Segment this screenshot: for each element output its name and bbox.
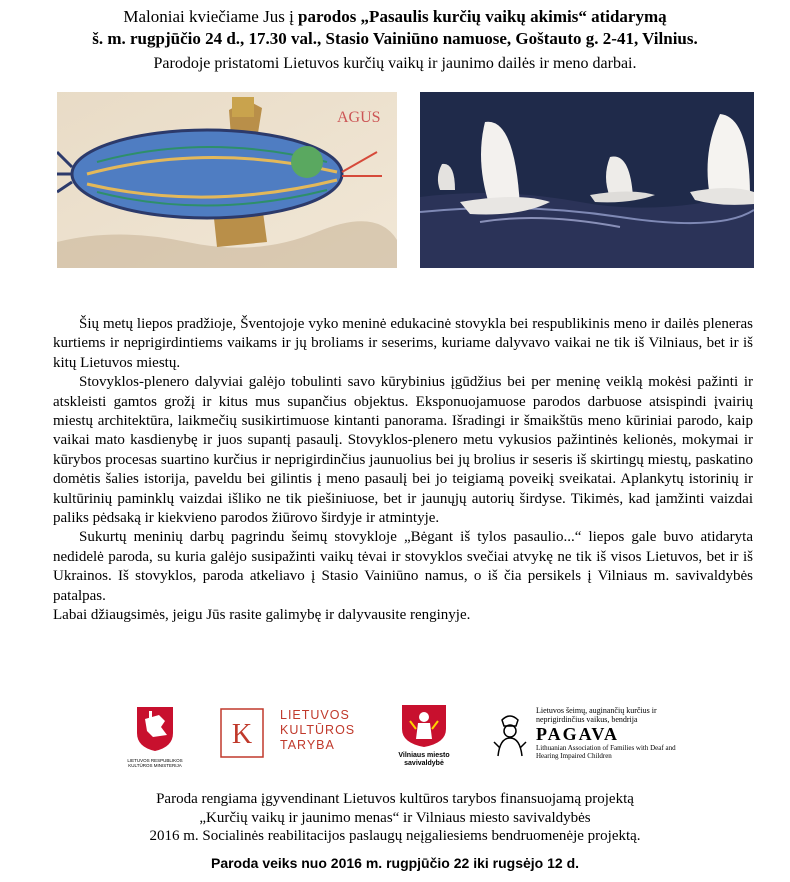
paragraph-4: Labai džiaugsimės, jeigu Jūs rasite galimybę ir dalyvausite renginyje.: [53, 607, 471, 624]
vilnius-caption: Vilniaus miesto savivaldybė: [398, 752, 450, 767]
child-painting-sailboats: [420, 92, 754, 268]
child-drawing-airship: [57, 92, 397, 268]
pagava-name: PAGAVA: [536, 724, 620, 744]
pagava-description-en: Lithuanian Association of Families with Deaf and Hearing Impaired Children: [536, 744, 676, 760]
pagava-description-lt: Lietuvos šeimų, auginančių kurčius ir neprigirdinčius vaikus, bendrija: [536, 706, 657, 724]
ministry-logo: [115, 705, 195, 768]
body-text: [53, 315, 753, 626]
exhibition-title: parodos „Pasaulis kurčių vaikų akimis“ atidarymą: [298, 7, 667, 26]
invitation-line-1: Maloniai kviečiame Jus į parodos „Pasaulis kurčių vaikų akimis“ atidarymą: [123, 7, 667, 26]
pagava-logo: [488, 706, 693, 760]
council-k-icon: [220, 708, 264, 758]
invitation-header: [0, 6, 790, 75]
vytis-shield-icon: [115, 705, 195, 751]
event-date-place: š. m. rugpjūčio 24 d., 17.30 val., Stasio Vainiūno namuose, Goštauto g. 2-41, Vilnius.: [92, 29, 698, 48]
council-name: LIETUVOS KULTŪROS TARYBA: [280, 708, 356, 752]
vilnius-crest-icon: [396, 703, 452, 747]
ministry-caption: LIETUVOS RESPUBLIKOS KULTŪROS MINISTERIJA: [127, 758, 183, 768]
paragraph-2: Stovyklos-plenero dalyviai galėjo tobulinti savo kūrybinius įgūdžius bei per meninę veiklą mokėsi pažinti ir atskleisti gamtos grožį ir kitus mus supančius objektus. Eksponuojamuose parodos darbuose atsispindi įvairių miestų architektūra, laikmečių susikirtimuose kintanti panorama. Išradingi ir šmaikštūs meno kūriniai parodo, kaip vaikai mato kasdienybę ir juos supantį pasaulį. Stovyklos-plenero metu vykusios pažintinės kelionės, mokymai ir kūrybos procesas suartino kurčius ir neprigirdinčius jaunuolius bei jų brolius ir seseris iš skirtingų miestų, paskatino domėtis šalies istorija, paveldu bei gilintis į meno pasaulį bei jo teigiamą poveikį sveikatai. Aplankytų istorinių ir kultūrinių paminklų vaizdai išliko ne tik piešiniuose, bet ir jaunųjų autorių širdyse. Tikimės, kad įamžinti vaizdai paliks pėdsaką ir kiekvieno parodos žiūrovo širdyje ir atmintyje.: [53, 374, 753, 527]
culture-council-logo: [220, 708, 370, 758]
funding-note: Paroda rengiama įgyvendinant Lietuvos kultūros tarybos finansuojamą projektą „Kurčių vaikų ir jaunimo menas“ ir Vilniaus miesto savivaldybės 2016 m. Socialinės reabilitacijos paslaugų neįgaliesiems bendruomenėje projektą.: [149, 791, 641, 844]
svg-text:K: K: [231, 719, 253, 750]
paragraph-3: Sukurtų meninių darbų pagrindu šeimų stovykloje „Bėgant iš tylos pasaulio...“ liepos gale buvo atidaryta nedidelė paroda, su kuria galėjo susipažinti vaikų tėvai ir stovyklos svečiai atvykę ne tik iš visos Lietuvos, bet ir iš Ukrainos. Iš stovyklos, paroda atkeliavo į Stasio Vainiūno namus, o iš čia persikels į Vilniaus m. savivaldybės patalpas.: [53, 529, 753, 604]
exhibition-subtitle: Parodoje pristatomi Lietuvos kurčių vaikų ir jaunimo dailės ir meno darbai.: [153, 55, 637, 72]
drawing-signature: AGUS: [337, 109, 381, 126]
paragraph-1: Šių metų liepos pradžioje, Šventojoje vyko meninė edukacinė stovykla bei respublikinis meno ir dailės pleneras kurtiems ir neprigirdintiems vaikams ir jų broliams ir seserims, kuriame dalyvavo vaikai ne tik iš Vilniaus, bet ir iš kitų Lietuvos miestų.: [53, 316, 753, 371]
vilnius-municipality-logo: [396, 703, 452, 768]
pagava-figure-icon: [488, 712, 532, 758]
exhibition-dates: Paroda veiks nuo 2016 m. rugpjūčio 22 iki rugsėjo 12 d.: [210, 855, 580, 871]
